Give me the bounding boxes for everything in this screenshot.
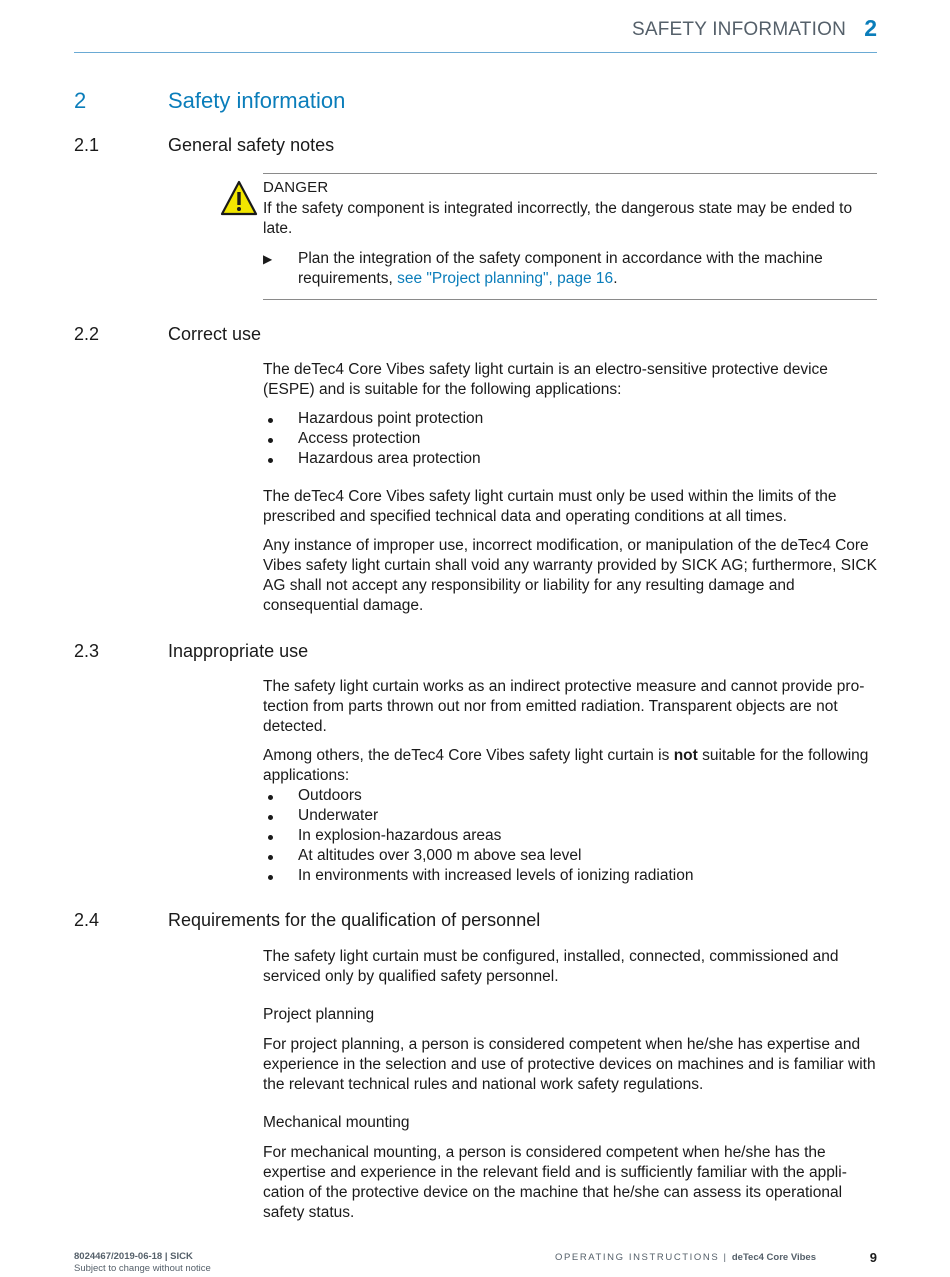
section-title-2-3: Inappropriate use <box>168 641 309 661</box>
qualification-intro: The safety light curtain must be configured, installed, connected, commissioned and serviced only by qualified safety personnel. <box>263 948 839 985</box>
subheading-project-planning: Project planning <box>263 1006 375 1023</box>
correct-use-para-2: Any instance of improper use, incorrect modification, or manipulation of the deTec4 Core Vibes safety light curtain shall void any warranty provided by SICK AG; furthermore, SICK AG shall not accept any responsibility or liability for any resulting damage and consequential damage. <box>263 537 877 614</box>
subheading-mechanical-mounting: Mechanical mounting <box>263 1114 410 1131</box>
project-planning-text: For project planning, a person is considered competent when he/she has expertise and experience in the selection and use of protective devices on machines and is familiar with the relevant technical rules and national work safety regulations. <box>263 1036 876 1093</box>
correct-use-list <box>263 409 877 469</box>
section-number-2-1: 2.1 <box>74 135 100 155</box>
section-title-2-2: Correct use <box>168 324 262 344</box>
list-item: In environments with increased levels of ionizing radiation <box>263 866 877 886</box>
inappropriate-use-para-2: Among others, the deTec4 Core Vibes safety light curtain is not suitable for the following applications: Outdoors Underwater In explosion-hazardous areas At altitudes over 3,000 m above sea level In environments with increased levels of ionizing radiation <box>263 746 877 886</box>
danger-label: DANGER <box>263 179 329 196</box>
warning-triangle-icon <box>220 180 258 216</box>
mechanical-mounting-text: For mechanical mounting, a person is considered competent when he/she has the expertise and experience in the relevant field and is sufficiently familiar with the application of the protective device on the machine that he/she can assess its operational safety status. <box>263 1144 847 1221</box>
section-number-2-4: 2.4 <box>74 910 100 930</box>
header-divider <box>74 52 877 53</box>
list-item: Hazardous area protection <box>263 449 877 469</box>
footer-doc-id: 8024467/2019-06-18 | SICK <box>74 1251 193 1262</box>
list-item: Access protection <box>263 429 877 449</box>
running-header-chapter-number: 2 <box>864 15 877 41</box>
correct-use-para-1: The deTec4 Core Vibes safety light curtain must only be used within the limits of the prescribed and specified technical data and operating conditions at all times. <box>263 488 837 525</box>
action-arrow-icon: ▶ <box>263 252 273 266</box>
danger-text: If the safety component is integrated incorrectly, the dangerous state may be ended to late. <box>263 200 853 237</box>
page-number: 9 <box>869 1250 877 1265</box>
list-item: In explosion-hazardous areas <box>263 826 877 846</box>
section-number-2-2: 2.2 <box>74 324 100 344</box>
inappropriate-use-para-1: The safety light curtain works as an indirect protective measure and cannot provide protection from parts thrown out nor from emitted radiation. Transparent objects are not detected. <box>263 678 865 735</box>
project-planning-link[interactable]: see "Project planning", page 16 <box>397 270 614 287</box>
list-item: Underwater <box>263 806 877 826</box>
footer-doc-info <box>74 1251 211 1275</box>
danger-bottom-rule <box>263 299 877 300</box>
danger-top-rule <box>263 173 877 174</box>
list-item: Hazardous point protection <box>263 409 877 429</box>
list-item: At altitudes over 3,000 m above sea level <box>263 846 877 866</box>
footer-notice: Subject to change without notice <box>74 1263 211 1274</box>
chapter-number: 2 <box>74 88 87 113</box>
section-number-2-3: 2.3 <box>74 641 100 661</box>
section-title-2-4: Requirements for the qualification of personnel <box>168 910 541 930</box>
correct-use-intro: The deTec4 Core Vibes safety light curtain is an electro-sensitive protective device (ESPE) and is suitable for the following applications: <box>263 361 828 398</box>
danger-action: Plan the integration of the safety component in accordance with the machine requirements, see "Project planning", page 16. <box>298 250 823 287</box>
chapter-title: Safety information <box>168 88 346 113</box>
footer-manual-title: OPERATING INSTRUCTIONS | deTec4 Core Vibes <box>554 1252 816 1263</box>
list-item: Outdoors <box>263 786 877 806</box>
section-title-2-1: General safety notes <box>168 135 335 155</box>
running-header-title: SAFETY INFORMATION <box>631 19 846 40</box>
